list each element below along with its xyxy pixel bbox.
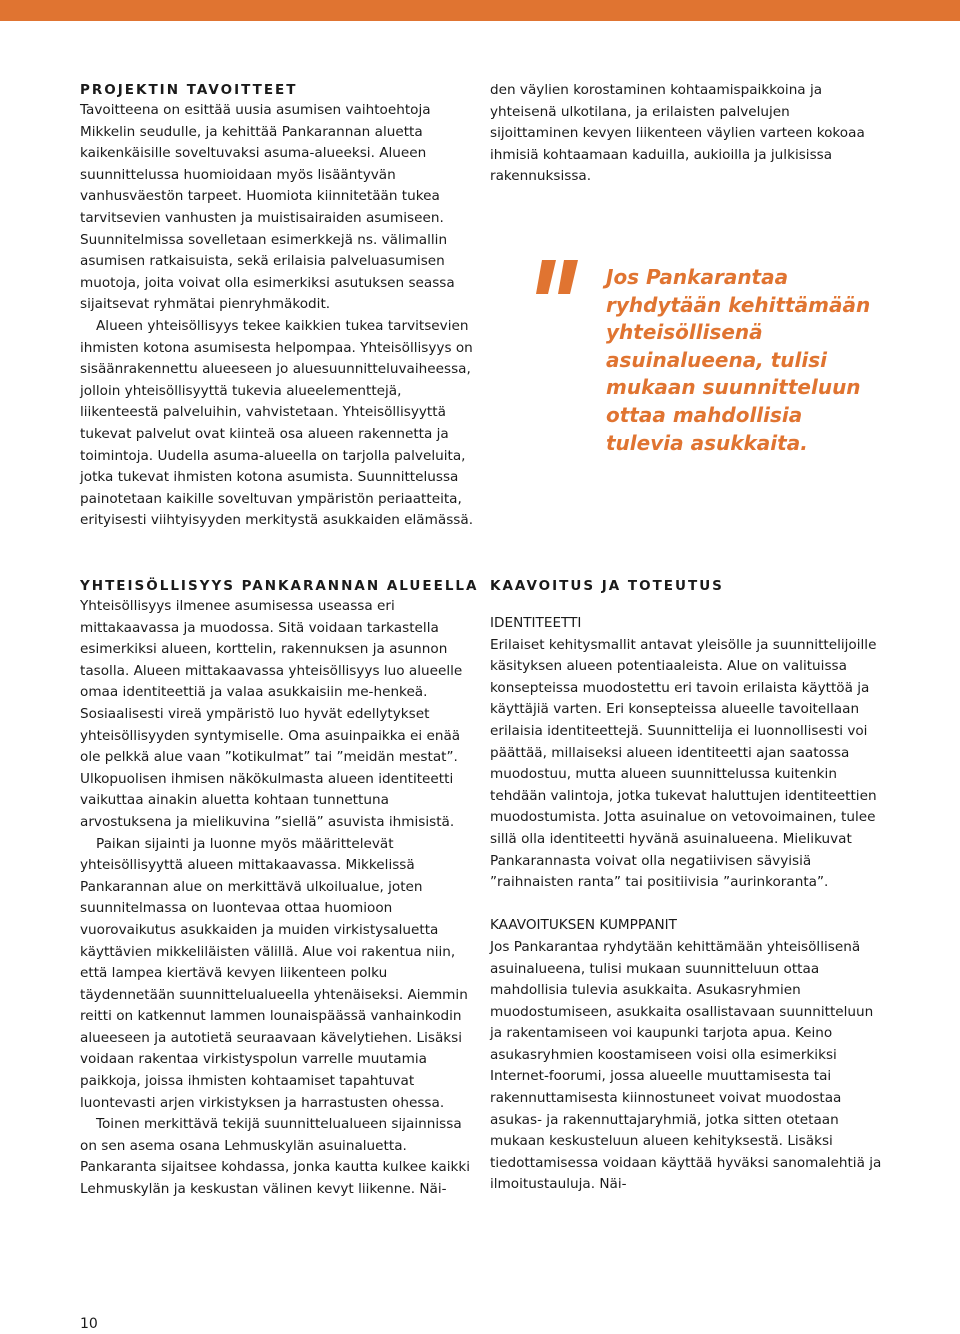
top-accent-bar (0, 0, 960, 21)
section-projektin-tavoitteet (80, 82, 480, 532)
paragraph: Alueen yhteisöllisyys tekee kaikkien tukea tarvitsevien ihmisten kotona asumisesta helpompaa. Yhteisöllisyys on sisäänrakennettu alueeseen jo aluesuunnitteluvaiheessa, jolloin yhteisöllisyyttä tukevia alueelementtejä, liikenteestä palveluihin, vahvistetaan. Yhteisöllisyyttä tukevat palvelut ovat kiinteä osa alueen rakennetta ja toimintoja. Uudella asuma-alueella on tarjolla palveluita, jotka tukevat ihmisten kotona asumista. Suunnittelussa painotetaan kaikille soveltuvan ympäristön periaatteita, erityisesti viihtyisyyden merkitystä asukkaiden elämässä. (80, 317, 474, 529)
subheading-kumppanit: KAAVOITUKSEN KUMPPANIT (490, 917, 677, 934)
continued-text-top-right (490, 80, 882, 188)
section-heading: PROJEKTIN TAVOITTEET (80, 82, 298, 98)
section-heading: YHTEISÖLLISYYS PANKARANNAN ALUEELLA (80, 578, 479, 594)
section-kaavoitus (490, 578, 882, 1196)
quote-mark-icon (536, 258, 578, 296)
paragraph: Jos Pankarantaa ryhdytään kehittämään yhteisöllisenä asuinalueena, tulisi mukaan suunnitteluun ottaa mahdollisia tulevia asukkaita. Asukasryhmien muodostumiseen, asukkaita osallistavaan suunnitteluun ja rakentamiseen voi kaupunki tarjota apua. Keino asukasryhmien koostamiseen voisi olla esimerkiksi Internet-foorumi, jossa alueelle muuttamisesta tai rakennuttamisesta kiinnostuneet voivat muodostaa asukas- ja rakennuttajaryhmiä, jotka sitten otetaan mukaan keskusteluun alueen kehityksestä. Lisäksi tiedottamisessa voidaan käyttää hyväksi sanomalehtiä ja ilmoitustauluja. Näi- (490, 938, 882, 1193)
paragraph: Paikan sijainti ja luonne myös määrittelevät yhteisöllisyyttä alueen mittakaavassa. Mikkelissä Pankarannan alue on merkittävä ulkoilualue, joten suunnitelmassa on luontevaa ottaa huomioon vuorovaikutus asukkaiden ja muiden virkistysaluetta käyttävien mikkeliläisten välillä. Alue voi rakentua niin, että lampea kiertävä kevyen liikenteen polku täydennetään suunnittelualueella yhtenäiseksi. Aiemmin reitti on katkennut lammen lounaispäässä vanhainkodin alueeseen ja autotietä seuraavaan kävelytiehen. Lisäksi voidaan rakentaa virkistyspolun varrelle muutamia paikkoja, joissa ihmisten kohtaamiset tapahtuvat luontevasti arjen virkistyksen ja harrastusten ohessa. (80, 835, 468, 1111)
paragraph: Erilaiset kehitysmallit antavat yleisölle ja suunnittelijoille käsityksen alueen potentiaaleista. Alue on valituissa konsepteissa muodostettu eri tavoin erilaista käyttöä ja käyttäjiä varten. Eri konsepteissa alueelle tavoitellaan erilaisia identiteettejä. Suunnittelija ei luonnollisesti voi päättää, millaiseksi alueen identiteetti ajan saatossa muodostuu, mutta alueen suunnittelussa kuitenkin tehdään valintoja, jotka tukevat haluttujen identiteettien muodostumista. Jotta asuinalue on vetovoimainen, tulee sillä olla identiteetti hyvänä asuinalueena. Mielikuvat Pankarannasta voivat olla negatiivisen sävyisiä ”raihnaisten ranta” tai positiivisia ”aurinkoranta”. (490, 636, 877, 891)
page-number: 10 (80, 1316, 98, 1332)
section-heading: KAAVOITUS JA TOTEUTUS (490, 578, 724, 594)
paragraph: Yhteisöllisyys ilmenee asumisessa useassa eri mittakaavassa ja muodossa. Sitä voidaan tarkastella esimerkiksi alueen, korttelin, rakennuksen ja asunnon tasolla. Alueen mittakaavassa yhteisöllisyys luo alueelle omaa identiteettiä ja valaa asukkaisiin me-henkeä. Sosiaalisesti vireä ympäristö luo hyvät edellytykset yhteisöllisyyden syntymiselle. Oma asuinpaikka ei enää ole pelkkä alue vaan ”kotikulmat” tai ”meidän mestat”. Ulkopuolisen ihmisen näkökulmasta alueen identiteetti vaikuttaa ainakin aluetta kohtaan tunnettuna arvostuksena ja mielikuvina ”siellä” asuvista ihmisistä. (80, 598, 463, 830)
pull-quote: Jos Pankarantaa ryhdytään kehittämään yhteisöllisenä asuinalueena, tulisi mukaan suunnitteluun ottaa mahdollisia tulevia asukkaita. (606, 265, 871, 455)
subheading-identiteetti: IDENTITEETTI (490, 615, 582, 631)
paragraph: Toinen merkittävä tekijä suunnittelualueen sijainnissa on sen asema osana Lehmuskylän asuinaluetta. Pankaranta sijaitsee kohdassa, jonka kautta kulkee kaikki Lehmuskylän ja keskustan välinen kevyt liikenne. Näi- (80, 1116, 471, 1198)
section-yhteisollisyys (80, 578, 480, 1201)
paragraph: den väylien korostaminen kohtaamispaikkoina ja yhteisenä ulkotilana, ja erilaisten palvelujen sijoittaminen kevyen liikenteen väylien varteen kokoaa ihmisiä kohtaamaan kaduilla, aukioilla ja julkisissa rakennuksissa. (490, 82, 865, 185)
paragraph: Tavoitteena on esittää uusia asumisen vaihtoehtoja Mikkelin seudulle, ja kehittää Pankarannan aluetta kaikenkäisille soveltuvaksi asuma-alueeksi. Alueen suunnittelussa huomioidaan myös lisääntyvän vanhusväestön tarpeet. Huomiota kiinnitetään tukea tarvitsevien vanhusten ja muistisairaiden asumiseen. Suunnitelmissa sovelletaan esimerkkejä ns. välimallin asumisen ratkaisuista, sekä erilaisia palveluasumisen muotoja, joita voivat olla esimerkiksi asutuksen seassa sijaitsevat ryhmätai pienryhmäkodit. (80, 102, 455, 313)
